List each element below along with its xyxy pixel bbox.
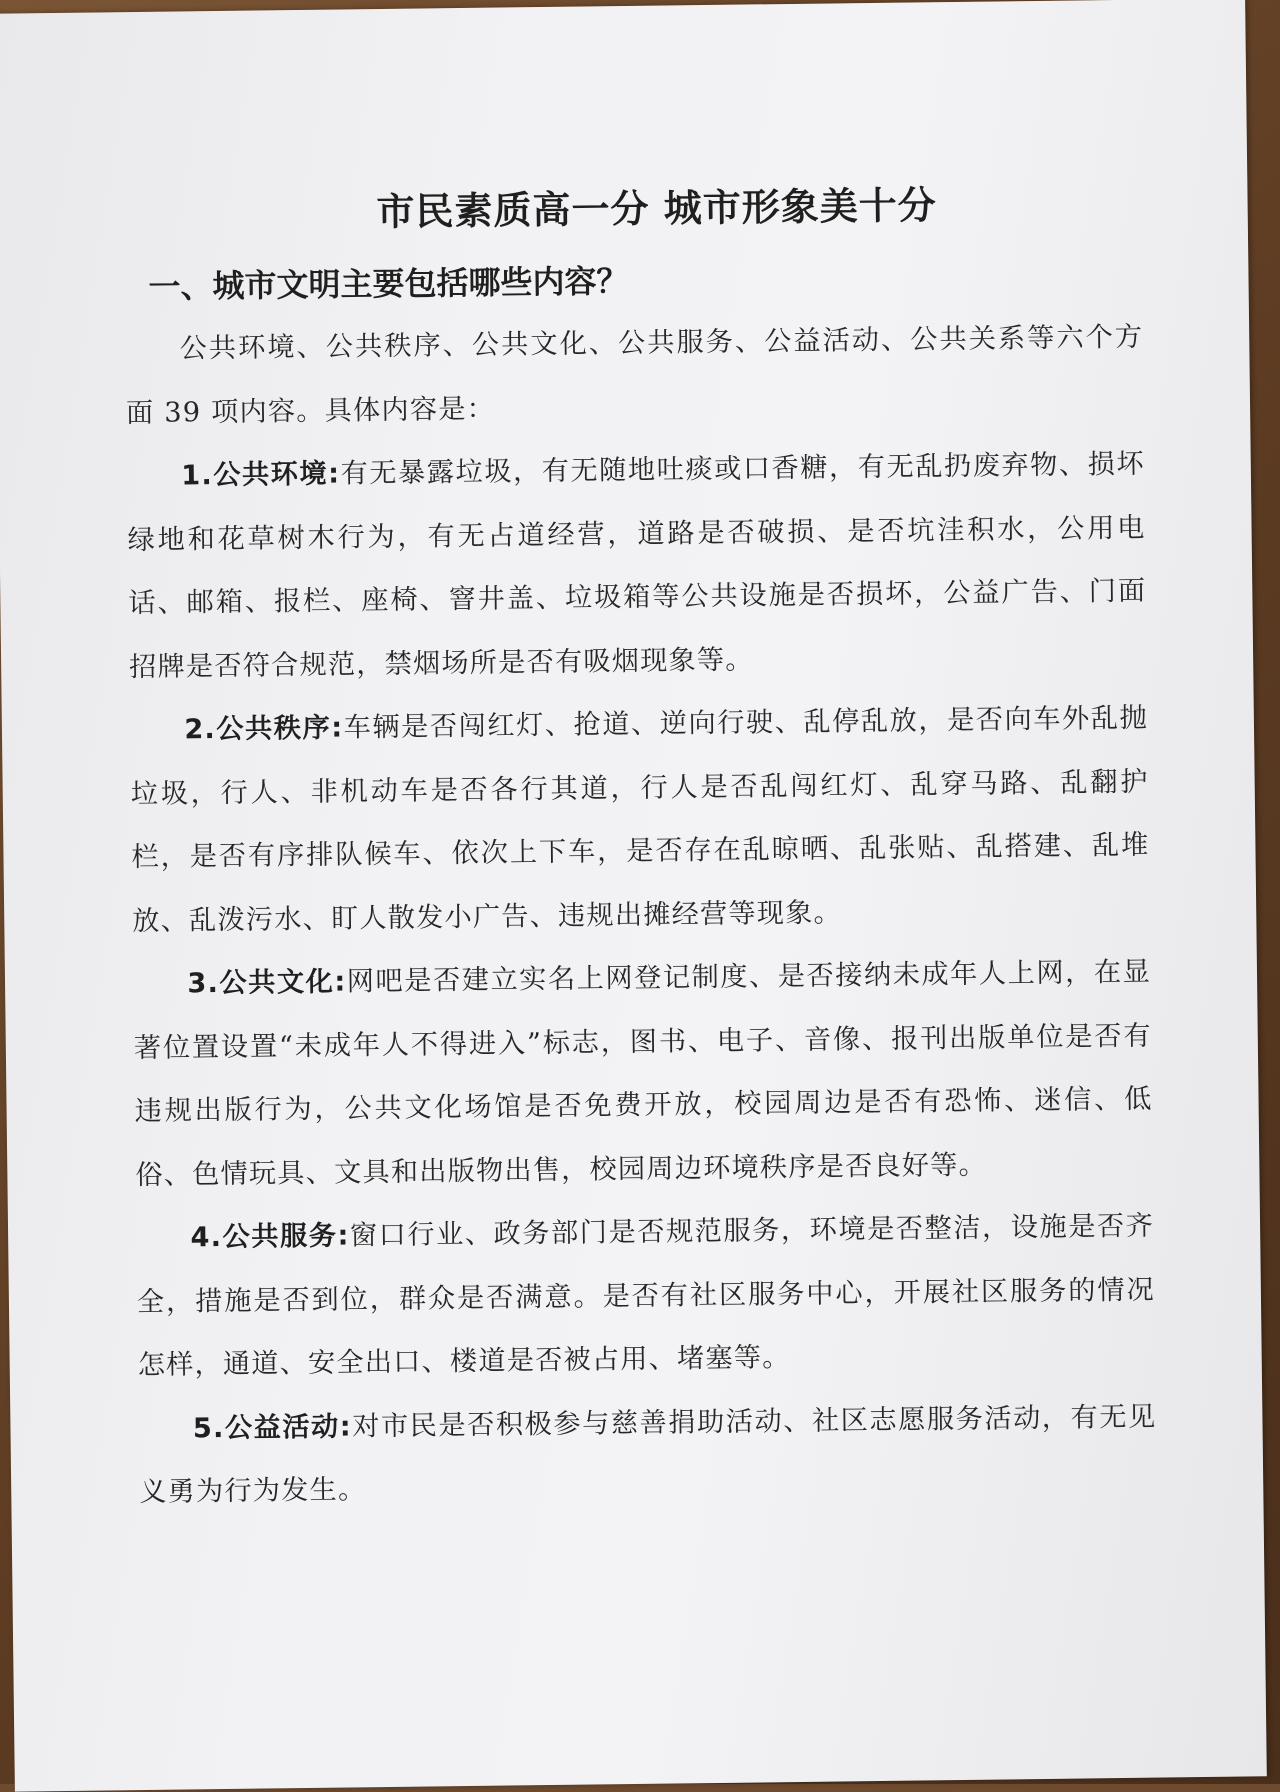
item-text: 窗口行业、政务部门是否规范服务，环境是否整洁，设施是否齐全，措施是否到位，群众是否满意。是否有社区服务中心，开展社区服务的情况怎样，通道、安全出口、楼道是否被占用、堵塞等。 bbox=[136, 1210, 1156, 1382]
document-title: 市民素质高一分 城市形象美十分 bbox=[376, 183, 937, 235]
item-paragraph-public-service bbox=[136, 1195, 1156, 1398]
item-label: 3.公共文化: bbox=[187, 966, 347, 1000]
item-label: 2.公共秩序: bbox=[184, 712, 344, 746]
item-paragraph-public-environment bbox=[126, 433, 1147, 699]
item-label: 1.公共环境: bbox=[181, 458, 341, 492]
item-text: 网吧是否建立实名上网登记制度、是否接纳未成年人上网，在显著位置设置“未成年人不得进入”标志，图书、电子、音像、报刊出版单位是否有违规出版行为，公共文化场馆是否免费开放，校园周边是否有恐怖、迷信、低俗、色情玩具、文具和出版物出售，校园周边环境秩序是否良好等。 bbox=[133, 956, 1153, 1191]
item-text: 有无暴露垃圾，有无随地吐痰或口香糖，有无乱扔废弃物、损坏绿地和花草树木行为，有无占道经营，道路是否破损、是否坑洼积水，公用电话、邮箱、报栏、座椅、窨井盖、垃圾箱等公共设施是否损坏，公益广告、门面招牌是否符合规范，禁烟场所是否有吸烟现象等。 bbox=[127, 448, 1147, 683]
document-body bbox=[125, 306, 1158, 1525]
item-text: 车辆是否闯红灯、抢道、逆向行驶、乱停乱放，是否向车外乱抛垃圾，行人、非机动车是否各行其道，行人是否乱闯红灯、乱穿马路、乱翻护栏，是否有序排队候车、依次上下车，是否存在乱晾晒、乱张贴、乱搭建、乱堆放、乱泼污水、盯人散发小广告、违规出摊经营等现象。 bbox=[130, 702, 1150, 937]
item-label: 4.公共服务: bbox=[190, 1220, 350, 1254]
section-heading: 一、城市文明主要包括哪些内容？ bbox=[148, 261, 629, 306]
item-paragraph-public-welfare bbox=[138, 1385, 1157, 1524]
intro-paragraph: 公共环境、公共秩序、公共文化、公共服务、公益活动、公共关系等六个方面 39 项内容。具体内容是： bbox=[125, 321, 1144, 429]
item-paragraph-public-order bbox=[130, 687, 1151, 953]
item-text: 对市民是否积极参与慈善捐助活动、社区志愿服务活动，有无见义勇为行为发生。 bbox=[139, 1401, 1157, 1509]
item-paragraph-public-culture bbox=[133, 941, 1154, 1207]
item-label: 5.公益活动: bbox=[192, 1410, 353, 1444]
